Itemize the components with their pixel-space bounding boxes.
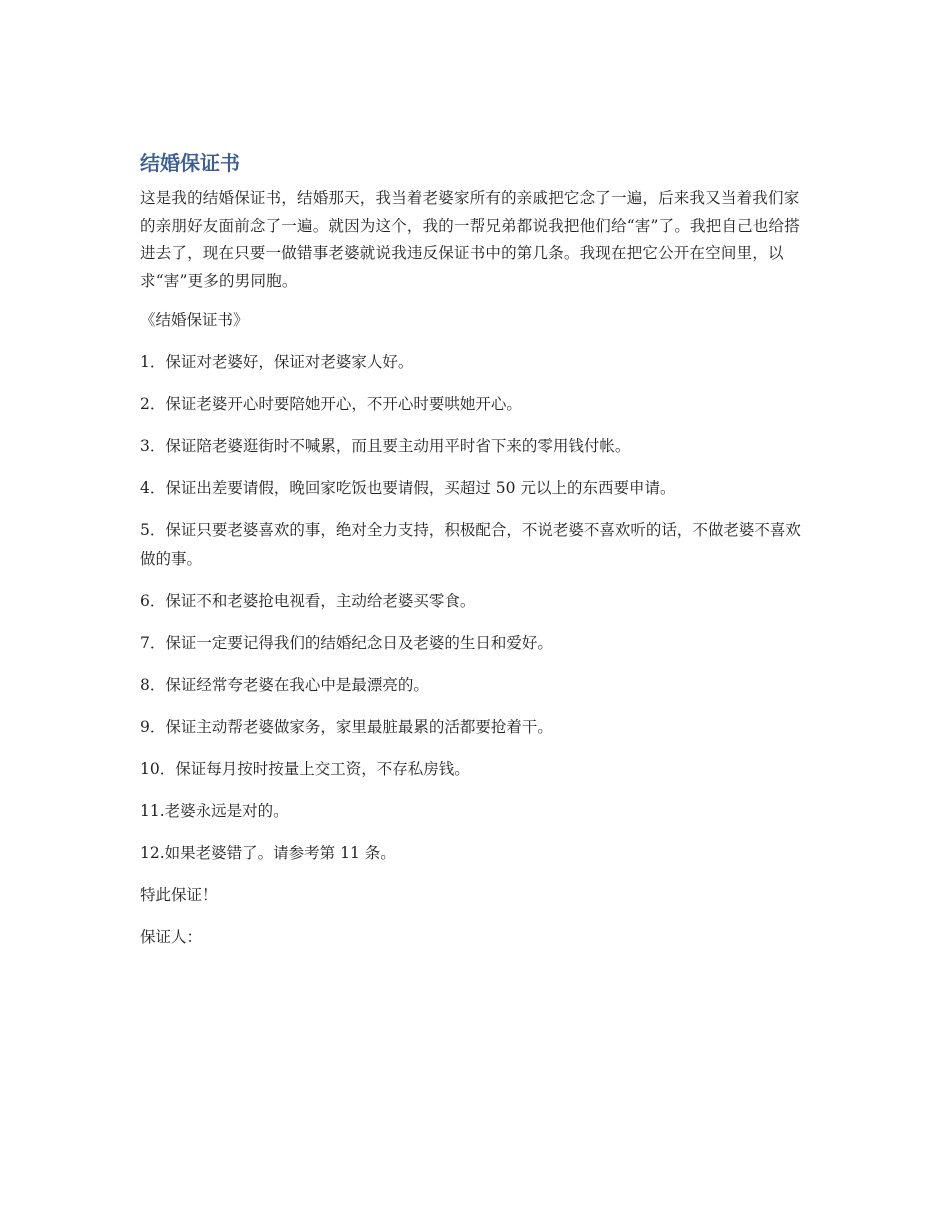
list-item: 12.如果老婆错了。请参考第 11 条。: [140, 844, 396, 862]
signature-line: 保证人：: [140, 928, 203, 946]
intro-paragraph: 这是我的结婚保证书，结婚那天，我当着老婆家所有的亲戚把它念了一遍，后来我又当着我们家的亲朋好友面前念了一遍。就因为这个，我的一帮兄弟都说我把他们给“害”了。我把自己也给搭进去了，现在只要一做错事老婆就说我违反保证书中的第几条。我现在把它公开在空间里，以求“害”更多的男同胞。: [140, 189, 800, 290]
list-item: 5．保证只要老婆喜欢的事，绝对全力支持，积极配合，不说老婆不喜欢听的话，不做老婆不喜欢做的事。: [140, 521, 801, 568]
list-item: 11.老婆永远是对的。: [140, 802, 289, 820]
list-item: 8．保证经常夸老婆在我心中是最漂亮的。: [140, 676, 429, 694]
list-item: 1．保证对老婆好，保证对老婆家人好。: [140, 353, 414, 371]
list-item: 7．保证一定要记得我们的结婚纪念日及老婆的生日和爱好。: [140, 634, 553, 652]
list-item: 4．保证出差要请假，晚回家吃饭也要请假，买超过 50 元以上的东西要申请。: [140, 479, 676, 497]
list-item: 3．保证陪老婆逛街时不喊累，而且要主动用平时省下来的零用钱付帐。: [140, 437, 631, 455]
subtitle: 《结婚保证书》: [140, 311, 249, 329]
list-item: 2．保证老婆开心时要陪她开心，不开心时要哄她开心。: [140, 395, 522, 413]
list-item: 6．保证不和老婆抢电视看，主动给老婆买零食。: [140, 592, 476, 610]
list-item: 9．保证主动帮老婆做家务，家里最脏最累的活都要抢着干。: [140, 718, 553, 736]
closing-line: 特此保证！: [140, 886, 218, 904]
document-title: 结婚保证书: [140, 151, 240, 175]
document-page: [140, 148, 812, 965]
list-item: 10．保证每月按时按量上交工资，不存私房钱。: [140, 760, 470, 778]
